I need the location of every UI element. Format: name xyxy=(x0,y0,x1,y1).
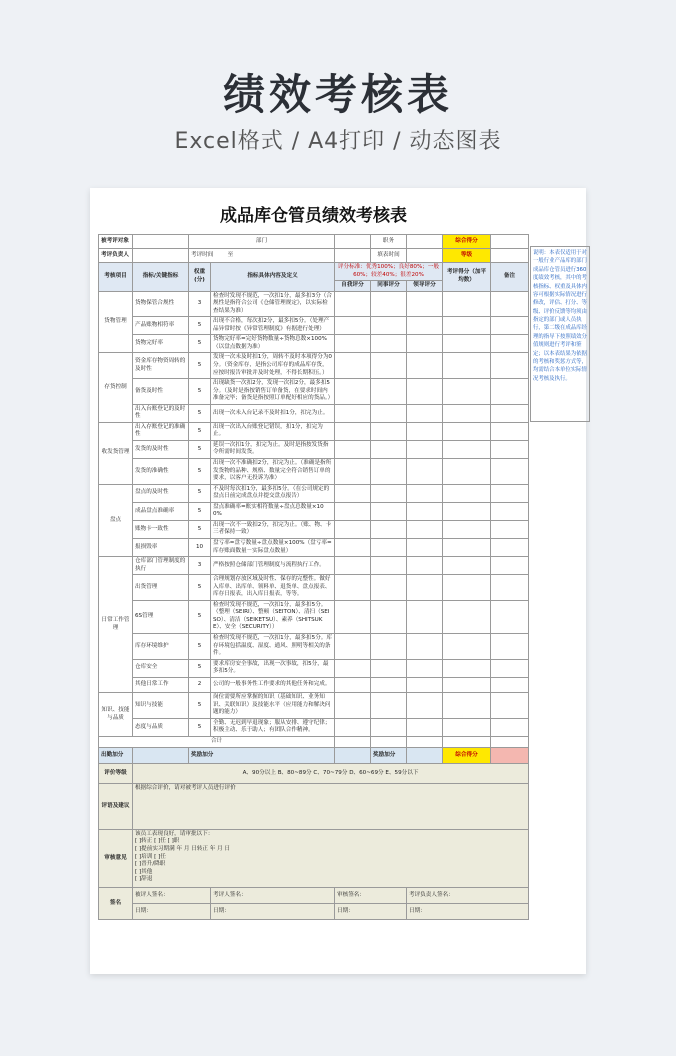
comment-text[interactable]: 根据综合评价，请对被考评人员进行评价 xyxy=(133,783,529,829)
criteria-kpi: 资金库存物资周转的及时性 xyxy=(133,353,189,379)
final-score-cell[interactable] xyxy=(443,335,491,353)
self-score-cell[interactable] xyxy=(335,440,371,458)
criteria-kpi: 库存环境维护 xyxy=(133,633,189,659)
total-lead[interactable] xyxy=(407,736,443,747)
self-score-cell[interactable] xyxy=(335,677,371,693)
criteria-definition: 严格按照仓储部门管理制度与流程执行工作。 xyxy=(211,557,335,575)
approve-line-4: [ ]培训 [ ]任 xyxy=(135,853,166,860)
remark-cell[interactable] xyxy=(491,677,529,693)
criteria-row xyxy=(99,379,529,405)
sign-date-1[interactable]: 日期： xyxy=(133,903,211,919)
final-score-cell[interactable] xyxy=(443,633,491,659)
criteria-item: 知识、技能与品质 xyxy=(99,693,133,737)
remark-cell[interactable] xyxy=(491,440,529,458)
position-value[interactable] xyxy=(407,235,443,249)
final-score-cell[interactable] xyxy=(443,422,491,440)
criteria-definition: 检查时发现不规范，一次扣1分，最多扣5分。（整理（SEIRI）、整顿（SEITON）、清扫（SEISO）、清洁（SEIKETSU）、素养（SHITSUKE）、安全（SECURITY）） xyxy=(211,600,335,633)
lead-score-cell[interactable] xyxy=(407,677,443,693)
final-score-cell[interactable] xyxy=(443,317,491,335)
peer-score-cell[interactable] xyxy=(371,335,407,353)
instruction-note: 说明：本表仅适用于对一般行业产品库的部门成品库仓管员进行360度绩效考核，其中的考核指标、权重及具体内容可根据实际情况进行修改，评估、打分、等级、评价反馈等均须由指定的部门或人员执行，第二级在成品库经理的指导下按照绩效分值规则进行考评和鉴定；以本表结果为依据的考核和奖惩方式等，均需结合本单位实际情况考核及执行。 xyxy=(530,246,590,422)
criteria-definition: 公司的一般事务性工作要求的其他任务和完成。 xyxy=(211,677,335,693)
remark-cell[interactable] xyxy=(491,575,529,601)
peer-score-cell[interactable] xyxy=(371,484,407,502)
self-score-cell[interactable] xyxy=(335,659,371,677)
criteria-weight: 5 xyxy=(189,633,211,659)
criteria-definition: 发现一次未及时扣1分，周转不及时本项得分为0分。（资金库存，是指公司库存的成品库存货，应按时报告审批并及时处理，不得长期积压。） xyxy=(211,353,335,379)
approve-label: 审核意见 xyxy=(99,829,133,887)
criteria-row xyxy=(99,317,529,335)
criteria-row xyxy=(99,659,529,677)
criteria-kpi: 6S管理 xyxy=(133,600,189,633)
peer-score-cell[interactable] xyxy=(371,677,407,693)
criteria-row xyxy=(99,502,529,520)
peer-score-cell[interactable] xyxy=(371,718,407,736)
lead-score-cell[interactable] xyxy=(407,538,443,556)
criteria-definition: 出现一次出入台账登记错误，扣1分，扣完为止。 xyxy=(211,422,335,440)
criteria-row xyxy=(99,575,529,601)
lead-score-cell[interactable] xyxy=(407,422,443,440)
bonus-label: 奖励加分 xyxy=(371,747,407,763)
criteria-rows xyxy=(99,291,529,736)
sign-date-2[interactable]: 日期： xyxy=(211,903,335,919)
criteria-row xyxy=(99,557,529,575)
final-score-cell[interactable] xyxy=(443,291,491,317)
criteria-item: 盘点 xyxy=(99,484,133,556)
approve-block[interactable] xyxy=(133,829,529,887)
remark-cell[interactable] xyxy=(491,404,529,422)
peer-score-cell[interactable] xyxy=(371,440,407,458)
criteria-definition: 检查时发现不规范，一次扣1分，最多扣3分（合规性是指符合公司《仓储管理规定》，以实际检查结果为准） xyxy=(211,291,335,317)
criteria-item: 存货控制 xyxy=(99,353,133,422)
peer-score-cell[interactable] xyxy=(371,353,407,379)
remark-cell[interactable] xyxy=(491,422,529,440)
col-score: 考评得分（加平均数） xyxy=(443,263,491,292)
remark-cell[interactable] xyxy=(491,633,529,659)
criteria-weight: 5 xyxy=(189,379,211,405)
attend-label: 出勤加分 xyxy=(99,747,133,763)
criteria-weight: 5 xyxy=(189,718,211,736)
period-to: 至 xyxy=(227,251,234,258)
final-score-cell[interactable] xyxy=(443,379,491,405)
criteria-definition: 出现缺货一次扣2分，发现一次扣2分，最多扣5分。（及时是指按销售订单备货，在要求时间内准备完毕；备货是指按照订单配好相应的货品。） xyxy=(211,379,335,405)
criteria-kpi: 仓库部门管理制度的执行 xyxy=(133,557,189,575)
self-score-cell[interactable] xyxy=(335,575,371,601)
self-score-cell[interactable] xyxy=(335,693,371,719)
self-score-cell[interactable] xyxy=(335,335,371,353)
criteria-kpi: 盘点的及时性 xyxy=(133,484,189,502)
remark-cell[interactable] xyxy=(491,459,529,485)
lead-score-cell[interactable] xyxy=(407,502,443,520)
criteria-kpi: 货物完好率 xyxy=(133,335,189,353)
criteria-item: 货物管理 xyxy=(99,291,133,353)
lead-score-cell[interactable] xyxy=(407,659,443,677)
period-cell xyxy=(189,249,335,263)
final-score-cell[interactable] xyxy=(443,353,491,379)
sign-evaluator[interactable]: 考评人签名： xyxy=(211,887,335,903)
reward-label: 奖励加分 xyxy=(189,747,335,763)
approve-line-2: [ ]转正 [ ]任 [ ]职 xyxy=(135,838,180,845)
remark-cell[interactable] xyxy=(491,600,529,633)
criteria-kpi: 发货的及时性 xyxy=(133,440,189,458)
criteria-row xyxy=(99,404,529,422)
remark-cell[interactable] xyxy=(491,502,529,520)
total-score[interactable] xyxy=(443,736,491,747)
criteria-definition: 出现一次不准确扣2分，扣完为止。（准确是指所发货物的品种、规格、数量完全符合销售订单的要求，以客户无投诉为准） xyxy=(211,459,335,485)
peer-score-cell[interactable] xyxy=(371,291,407,317)
criteria-weight: 5 xyxy=(189,404,211,422)
total-label: 合计 xyxy=(99,736,335,747)
self-score-cell[interactable] xyxy=(335,379,371,405)
document-sheet xyxy=(90,188,586,974)
criteria-definition: 要求库房安全事故，出现一次事故，扣5分，最多扣5分。 xyxy=(211,659,335,677)
self-score-cell[interactable] xyxy=(335,600,371,633)
hero-subtitle: Excel格式 / A4打印 / 动态图表 xyxy=(174,129,502,154)
criteria-row xyxy=(99,353,529,379)
date-value[interactable] xyxy=(407,249,443,263)
self-score-cell[interactable] xyxy=(335,353,371,379)
remark-cell[interactable] xyxy=(491,693,529,719)
remark-cell[interactable] xyxy=(491,557,529,575)
peer-score-cell[interactable] xyxy=(371,693,407,719)
final-score-cell[interactable] xyxy=(443,538,491,556)
criteria-weight: 5 xyxy=(189,693,211,719)
reward-value[interactable] xyxy=(335,747,371,763)
criteria-row xyxy=(99,633,529,659)
approve-line-3: [ ]提前实习期满 年 月 日转正 年 月 日 xyxy=(135,846,231,853)
peer-score-cell[interactable] xyxy=(371,557,407,575)
criteria-definition: 延误一次扣1分，扣完为止。及时是指按发货指令所需时间发货。 xyxy=(211,440,335,458)
approve-line-1: 该员工表现良好，请审批以下： xyxy=(135,830,214,837)
lead-score-cell[interactable] xyxy=(407,693,443,719)
final-score-cell[interactable] xyxy=(443,440,491,458)
grade-label: 等级 xyxy=(443,249,491,263)
peer-score-cell[interactable] xyxy=(371,422,407,440)
lead-score-cell[interactable] xyxy=(407,404,443,422)
self-score-cell[interactable] xyxy=(335,484,371,502)
criteria-weight: 10 xyxy=(189,538,211,556)
date-label: 填表时间 xyxy=(371,249,407,263)
total-self[interactable] xyxy=(335,736,371,747)
criteria-weight: 5 xyxy=(189,459,211,485)
peer-score-cell[interactable] xyxy=(371,633,407,659)
approve-line-5: [ ]晋升/降职 xyxy=(135,861,166,868)
target-value[interactable] xyxy=(133,235,189,249)
lead-score-cell[interactable] xyxy=(407,440,443,458)
criteria-definition: 货物完好率=完好货物数量÷货物总数×100%（以盘点数据为准） xyxy=(211,335,335,353)
criteria-row xyxy=(99,440,529,458)
final-score-cell[interactable] xyxy=(443,677,491,693)
lead-score-cell[interactable] xyxy=(407,557,443,575)
lead-score-cell[interactable] xyxy=(407,718,443,736)
criteria-weight: 5 xyxy=(189,600,211,633)
lead-score-cell[interactable] xyxy=(407,379,443,405)
criteria-item: 日常工作管理 xyxy=(99,557,133,693)
lead-score-cell[interactable] xyxy=(407,335,443,353)
criteria-row xyxy=(99,422,529,440)
lead-score-cell[interactable] xyxy=(407,575,443,601)
remark-cell[interactable] xyxy=(491,659,529,677)
criteria-row xyxy=(99,459,529,485)
bottom-total-value[interactable] xyxy=(491,747,529,763)
col-standard: 评分标准：优秀100%；良好80%；一般60%；较差40%；很差20% xyxy=(335,263,443,281)
peer-score-cell[interactable] xyxy=(371,317,407,335)
remark-cell[interactable] xyxy=(491,353,529,379)
remark-cell[interactable] xyxy=(491,335,529,353)
remark-cell[interactable] xyxy=(491,484,529,502)
criteria-kpi: 产品账物相符率 xyxy=(133,317,189,335)
criteria-weight: 5 xyxy=(189,335,211,353)
final-score-cell[interactable] xyxy=(443,718,491,736)
final-score-cell[interactable] xyxy=(443,404,491,422)
lead-score-cell[interactable] xyxy=(407,600,443,633)
grade-row-label: 评价等级 xyxy=(99,763,133,783)
criteria-kpi: 仓库安全 xyxy=(133,659,189,677)
criteria-definition: 盘点准确率=账实相符数量÷盘点总数量×100% xyxy=(211,502,335,520)
attend-value[interactable] xyxy=(133,747,189,763)
peer-score-cell[interactable] xyxy=(371,459,407,485)
criteria-weight: 5 xyxy=(189,659,211,677)
criteria-weight: 5 xyxy=(189,575,211,601)
criteria-kpi: 成品盘点准确率 xyxy=(133,502,189,520)
peer-score-cell[interactable] xyxy=(371,520,407,538)
grade-scale: A、90分以上 B、80~89分 C、70~79分 D、60~69分 E、59分以下 xyxy=(133,763,529,783)
criteria-weight: 5 xyxy=(189,422,211,440)
criteria-row xyxy=(99,520,529,538)
sign-evaluatee[interactable]: 被评人签名： xyxy=(133,887,211,903)
criteria-weight: 5 xyxy=(189,353,211,379)
final-score-cell[interactable] xyxy=(443,659,491,677)
sign-owner[interactable]: 考评负责人签名： xyxy=(407,887,529,903)
self-score-cell[interactable] xyxy=(335,520,371,538)
criteria-kpi: 出货管理 xyxy=(133,575,189,601)
criteria-definition: 全勤、无迟到早退现象；服从安排、遵守纪律；积极主动、乐于助人；有团队合作精神。 xyxy=(211,718,335,736)
criteria-weight: 5 xyxy=(189,440,211,458)
remark-cell[interactable] xyxy=(491,317,529,335)
final-score-cell[interactable] xyxy=(443,502,491,520)
final-score-cell[interactable] xyxy=(443,693,491,719)
criteria-definition: 不及时每次扣1分，最多扣5分。（在公司规定的盘点日前完成盘点并提交盘点报告） xyxy=(211,484,335,502)
total-remark[interactable] xyxy=(491,736,529,747)
remark-cell[interactable] xyxy=(491,379,529,405)
sign-date-3[interactable]: 日期： xyxy=(335,903,407,919)
criteria-definition: 出现不合格，每次扣2分，最多扣5分。（处理产品异常时按《异常管理制度》有据进行处理） xyxy=(211,317,335,335)
lead-score-cell[interactable] xyxy=(407,291,443,317)
col-peer: 同事评分 xyxy=(371,281,407,292)
col-weight: 权重(分) xyxy=(189,263,211,292)
bottom-total-label: 综合得分 xyxy=(443,747,491,763)
criteria-weight: 5 xyxy=(189,317,211,335)
approve-line-7: [ ]辞退 xyxy=(135,876,153,883)
sign-date-4[interactable]: 日期： xyxy=(407,903,529,919)
grade-value[interactable] xyxy=(491,249,529,263)
criteria-row xyxy=(99,484,529,502)
peer-score-cell[interactable] xyxy=(371,502,407,520)
peer-score-cell[interactable] xyxy=(371,538,407,556)
total-score-label: 综合得分 xyxy=(443,235,491,249)
criteria-row xyxy=(99,291,529,317)
criteria-definition: 合理规划存放区域及时性、保存的完整性。做好入库单、出库单、领料单、退货单、盘点报表、库存日报表，出入库日报表，等等。 xyxy=(211,575,335,601)
self-score-cell[interactable] xyxy=(335,718,371,736)
self-score-cell[interactable] xyxy=(335,633,371,659)
hero-title: 绩效考核表 xyxy=(222,70,453,119)
lead-score-cell[interactable] xyxy=(407,633,443,659)
final-score-cell[interactable] xyxy=(443,484,491,502)
criteria-kpi: 报损毁率 xyxy=(133,538,189,556)
sign-label: 签名 xyxy=(99,887,133,919)
final-score-cell[interactable] xyxy=(443,575,491,601)
self-score-cell[interactable] xyxy=(335,502,371,520)
remark-cell[interactable] xyxy=(491,538,529,556)
total-peer[interactable] xyxy=(371,736,407,747)
criteria-row xyxy=(99,718,529,736)
owner-label: 考评负责人 xyxy=(99,249,133,263)
criteria-definition: 出现一次未入台记录不及时扣1分，扣完为止。 xyxy=(211,404,335,422)
self-score-cell[interactable] xyxy=(335,557,371,575)
lead-score-cell[interactable] xyxy=(407,317,443,335)
criteria-row xyxy=(99,677,529,693)
target-label: 被考评对象 xyxy=(99,235,133,249)
criteria-kpi: 其他日常工作 xyxy=(133,677,189,693)
position-label: 职务 xyxy=(371,235,407,249)
period-label: 考评时间 xyxy=(191,251,214,258)
dept-value[interactable] xyxy=(335,235,371,249)
col-kpi: 指标/关键指标 xyxy=(133,263,189,292)
lead-score-cell[interactable] xyxy=(407,459,443,485)
col-lead: 领导评分 xyxy=(407,281,443,292)
final-score-cell[interactable] xyxy=(443,557,491,575)
evaluation-table xyxy=(98,198,529,920)
self-score-cell[interactable] xyxy=(335,317,371,335)
period-end[interactable] xyxy=(335,249,371,263)
col-item: 考核项目 xyxy=(99,263,133,292)
criteria-weight: 3 xyxy=(189,557,211,575)
criteria-definition: 出现一次不一致扣2分，扣完为止。（账、物、卡三者保持一致） xyxy=(211,520,335,538)
total-score-value[interactable] xyxy=(491,235,529,249)
criteria-kpi: 出入存账登记的准确性 xyxy=(133,422,189,440)
criteria-kpi: 出入台账登记的及时性 xyxy=(133,404,189,422)
self-score-cell[interactable] xyxy=(335,422,371,440)
document-title: 成品库仓管员绩效考核表 xyxy=(220,205,408,226)
comment-label: 评语及建议 xyxy=(99,783,133,829)
criteria-kpi: 发货的准确性 xyxy=(133,459,189,485)
criteria-definition: 检查时发现不规范，一次扣1分，最多扣5分。库存环境包括温度、湿度、通风、照明等相关的条件。 xyxy=(211,633,335,659)
criteria-kpi: 备货及时性 xyxy=(133,379,189,405)
self-score-cell[interactable] xyxy=(335,404,371,422)
peer-score-cell[interactable] xyxy=(371,404,407,422)
criteria-row xyxy=(99,335,529,353)
sign-reviewer[interactable]: 审核签名： xyxy=(335,887,407,903)
lead-score-cell[interactable] xyxy=(407,520,443,538)
peer-score-cell[interactable] xyxy=(371,600,407,633)
criteria-item: 收发货管理 xyxy=(99,422,133,484)
criteria-weight: 5 xyxy=(189,484,211,502)
final-score-cell[interactable] xyxy=(443,600,491,633)
peer-score-cell[interactable] xyxy=(371,659,407,677)
col-criteria: 指标具体内容及定义 xyxy=(211,263,335,292)
form-grid xyxy=(98,198,587,920)
criteria-definition: 岗位需要所应掌握的知识（基础知识、业务知识、关联知识）及技能水平（应用能力和解决问题的能力） xyxy=(211,693,335,719)
criteria-row xyxy=(99,600,529,633)
peer-score-cell[interactable] xyxy=(371,575,407,601)
remark-cell[interactable] xyxy=(491,718,529,736)
owner-value[interactable] xyxy=(133,249,189,263)
criteria-weight: 5 xyxy=(189,520,211,538)
final-score-cell[interactable] xyxy=(443,520,491,538)
criteria-kpi: 账物卡一致性 xyxy=(133,520,189,538)
remark-cell[interactable] xyxy=(491,291,529,317)
lead-score-cell[interactable] xyxy=(407,484,443,502)
remark-cell[interactable] xyxy=(491,520,529,538)
criteria-kpi: 态度与品质 xyxy=(133,718,189,736)
criteria-kpi: 货物保管合规性 xyxy=(133,291,189,317)
criteria-kpi: 知识与技能 xyxy=(133,693,189,719)
criteria-weight: 2 xyxy=(189,677,211,693)
col-remark: 备注 xyxy=(491,263,529,292)
self-score-cell[interactable] xyxy=(335,459,371,485)
criteria-weight: 5 xyxy=(189,502,211,520)
approve-line-6: [ ]其他 xyxy=(135,868,153,875)
dept-label: 部门 xyxy=(189,235,335,249)
self-score-cell[interactable] xyxy=(335,538,371,556)
self-score-cell[interactable] xyxy=(335,291,371,317)
criteria-row xyxy=(99,538,529,556)
criteria-weight: 3 xyxy=(189,291,211,317)
col-self: 自我评分 xyxy=(335,281,371,292)
peer-score-cell[interactable] xyxy=(371,379,407,405)
lead-score-cell[interactable] xyxy=(407,353,443,379)
final-score-cell[interactable] xyxy=(443,459,491,485)
criteria-row xyxy=(99,693,529,719)
criteria-definition: 盘亏率=盘亏数量÷盘点数量×100%（盘亏率=库存账面数量－实际盘点数量） xyxy=(211,538,335,556)
bonus-value[interactable] xyxy=(407,747,443,763)
